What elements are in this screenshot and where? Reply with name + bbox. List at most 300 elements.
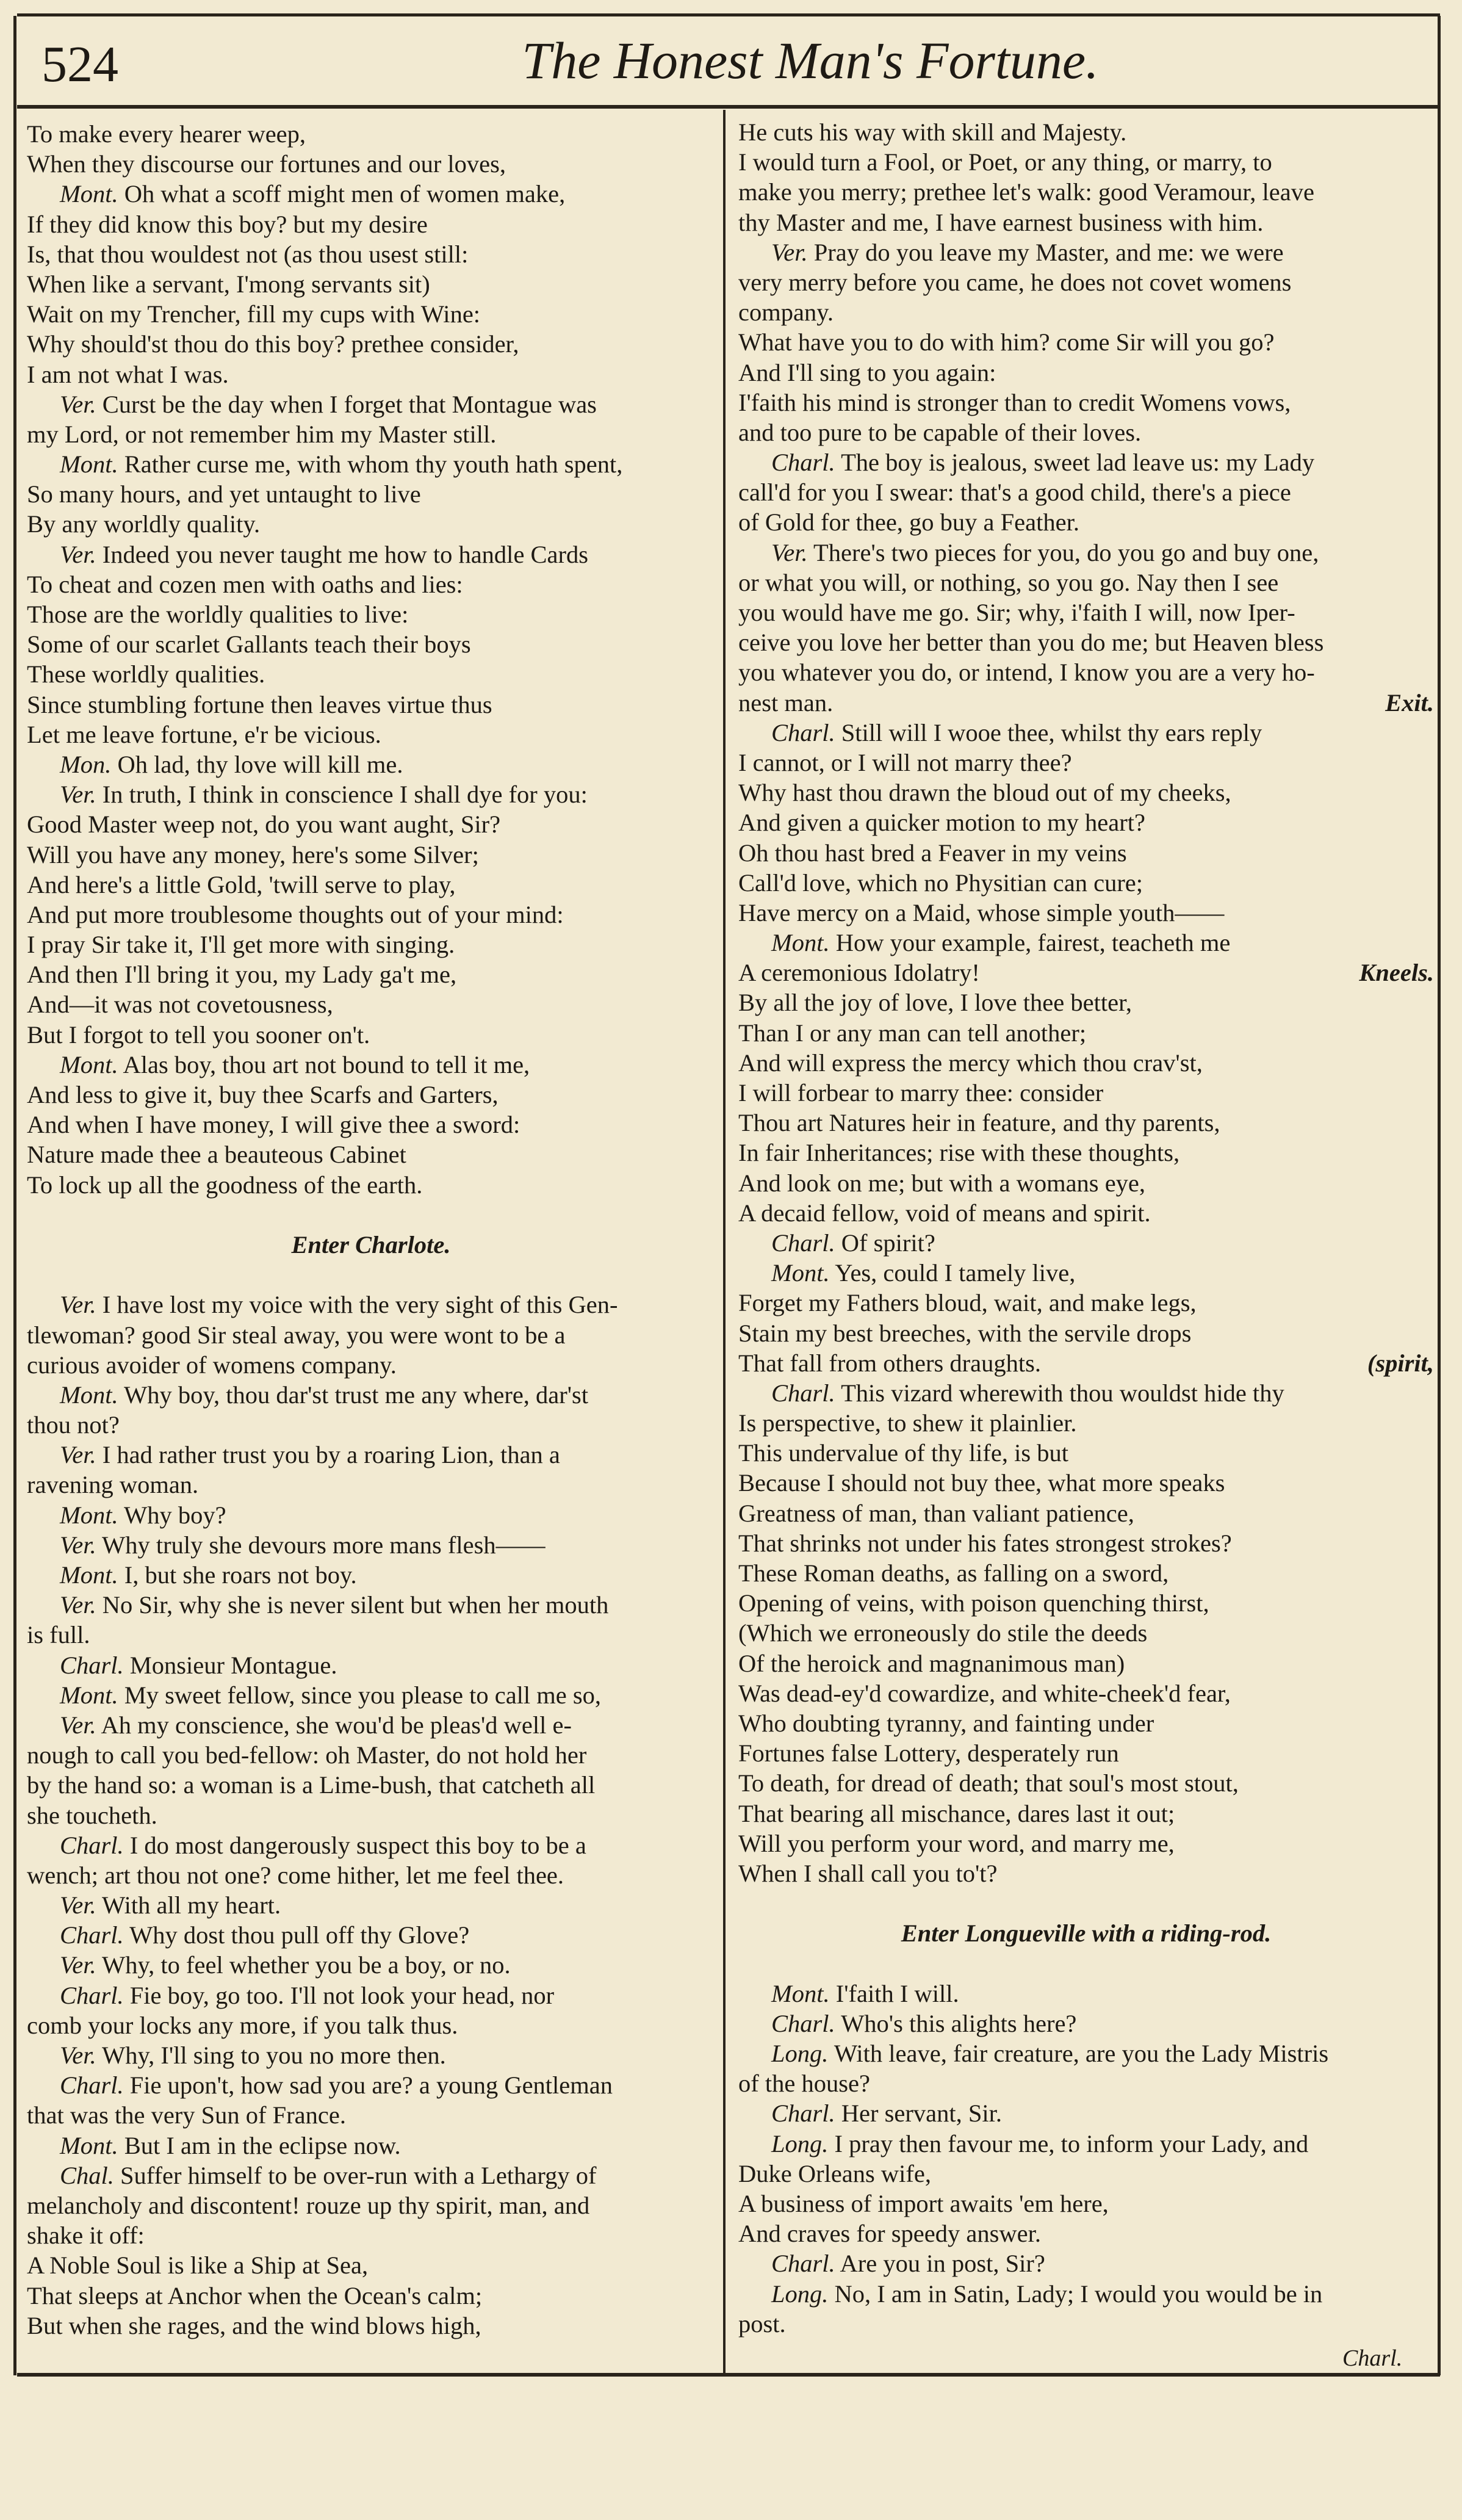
text-line xyxy=(738,267,1434,297)
text-line xyxy=(738,958,1434,987)
text-line xyxy=(27,1770,715,1800)
speaker-name: Ver. xyxy=(60,1891,96,1919)
text-line xyxy=(738,928,1434,958)
text-line xyxy=(738,1799,1434,1829)
text-line xyxy=(27,509,715,539)
left-text-column xyxy=(27,119,715,2341)
text-line xyxy=(738,1738,1434,1768)
header-rule xyxy=(17,105,1440,109)
line-text: Nature made thee a beauteous Cabinet xyxy=(27,1141,406,1169)
line-text: Suffer himself to be over-run with a Lethargy of xyxy=(120,2161,597,2189)
text-line xyxy=(27,1680,715,1710)
text-line xyxy=(27,659,715,689)
text-line xyxy=(738,237,1434,267)
line-text: When they discourse our fortunes and our loves, xyxy=(27,150,506,178)
line-text: Monsieur Montague. xyxy=(129,1651,337,1679)
text-line xyxy=(738,1588,1434,1618)
text-line xyxy=(738,2129,1434,2159)
speaker-name: Mont. xyxy=(60,1381,118,1409)
text-line xyxy=(738,1348,1434,1378)
line-text: Ah my conscience, she wou'd be pleas'd well e- xyxy=(101,1711,572,1739)
line-text: Still will I wooe thee, whilst thy ears reply xyxy=(841,718,1262,746)
line-text: Greatness of man, than valiant patience, xyxy=(738,1499,1134,1527)
speaker-name: Charl. xyxy=(60,2071,124,2099)
line-text: (Which we erroneously do stile the deeds xyxy=(738,1619,1148,1647)
line-text: To make every hearer weep, xyxy=(27,120,306,148)
line-text: very merry before you came, he does not covet womens xyxy=(738,268,1292,296)
line-text: Why, to feel whether you be a boy, or no. xyxy=(102,1951,511,1979)
line-text: And look on me; but with a womans eye, xyxy=(738,1169,1146,1197)
text-line xyxy=(738,2159,1434,2189)
line-text: I have lost my voice with the very sight of this Gen- xyxy=(102,1291,618,1319)
text-line xyxy=(738,1708,1434,1738)
right-text-column xyxy=(738,117,1434,2339)
text-line xyxy=(27,1740,715,1770)
speaker-name: Mon. xyxy=(60,750,112,778)
line-text: ceive you love her better than you do me; but Heaven bless xyxy=(738,629,1324,657)
speaker-name: Ver. xyxy=(60,781,96,809)
text-line xyxy=(27,1650,715,1680)
text-line xyxy=(27,1139,715,1169)
line-text: you whatever you do, or intend, I know you are a very ho- xyxy=(738,659,1315,687)
text-line xyxy=(27,1710,715,1740)
speaker-name: Ver. xyxy=(771,538,808,566)
text-line xyxy=(27,2040,715,2070)
text-line xyxy=(27,690,715,720)
text-line xyxy=(738,2038,1434,2068)
text-line xyxy=(27,1830,715,1860)
text-line xyxy=(27,870,715,900)
text-line xyxy=(27,1380,715,1410)
line-text: make you merry; prethee let's walk: good Veramour, leave xyxy=(738,178,1314,206)
text-line xyxy=(27,119,715,149)
line-text: Rather curse me, with whom thy youth hath spent, xyxy=(124,450,623,478)
speaker-name: Ver. xyxy=(60,1711,96,1739)
text-line xyxy=(738,417,1434,447)
line-text: curious avoider of womens company. xyxy=(27,1351,397,1379)
line-text: Thou art Natures heir in feature, and thy parents, xyxy=(738,1109,1220,1137)
text-line xyxy=(738,898,1434,928)
text-line xyxy=(27,2311,715,2341)
line-text: And given a quicker motion to my heart? xyxy=(738,809,1145,837)
text-line xyxy=(738,1768,1434,1798)
text-line xyxy=(27,599,715,629)
text-line xyxy=(27,1170,715,1200)
line-text: When I shall call you to't? xyxy=(738,1859,998,1887)
line-text: This vizard wherewith thou wouldst hide thy xyxy=(841,1379,1284,1407)
text-line xyxy=(27,2100,715,2130)
line-text: A ceremonious Idolatry! xyxy=(738,959,980,987)
text-line xyxy=(738,1408,1434,1438)
text-line xyxy=(738,1979,1434,2009)
line-text: tlewoman? good Sir steal away, you were wont to be a xyxy=(27,1321,566,1349)
line-text: I pray Sir take it, I'll get more with singing. xyxy=(27,931,455,959)
text-line xyxy=(738,688,1434,718)
line-text: Let me leave fortune, e'r be vicious. xyxy=(27,720,381,748)
line-text: Wait on my Trencher, fill my cups with Wine: xyxy=(27,300,481,328)
line-text: Forget my Fathers bloud, wait, and make legs, xyxy=(738,1289,1197,1317)
text-line xyxy=(27,1890,715,1920)
speaker-name: Charl. xyxy=(60,1981,124,2009)
line-text: Pray do you leave my Master, and me: we were xyxy=(813,238,1284,266)
text-line xyxy=(738,1198,1434,1228)
text-line xyxy=(27,2010,715,2040)
text-line xyxy=(738,1048,1434,1078)
speaker-name: Ver. xyxy=(60,2042,96,2069)
text-line xyxy=(738,1678,1434,1708)
text-line xyxy=(738,208,1434,237)
text-line xyxy=(738,627,1434,657)
line-text: And less to give it, buy thee Scarfs and Garters, xyxy=(27,1081,499,1108)
speaker-name: Mont. xyxy=(60,1681,118,1709)
line-text: comb your locks any more, if you talk thus. xyxy=(27,2011,458,2039)
line-text: I would turn a Fool, or Poet, or any thing, or marry, to xyxy=(738,148,1272,176)
line-text: Why hast thou drawn the bloud out of my cheeks, xyxy=(738,779,1231,807)
line-text: Since stumbling fortune then leaves virtue thus xyxy=(27,690,492,718)
text-line xyxy=(27,959,715,989)
text-line xyxy=(27,389,715,419)
left-border-rule xyxy=(13,16,16,2375)
line-text: And—it was not covetousness, xyxy=(27,991,333,1019)
line-text: Why should'st thou do this boy? prethee consider, xyxy=(27,330,519,358)
line-text: He cuts his way with skill and Majesty. xyxy=(738,118,1127,146)
speaker-name: Ver. xyxy=(60,1591,96,1619)
line-text: Is, that thou wouldest not (as thou usest still: xyxy=(27,240,469,268)
line-text: That fall from others draughts. xyxy=(738,1349,1041,1377)
text-line xyxy=(27,749,715,779)
text-line xyxy=(27,1950,715,1980)
line-text: Will you perform your word, and marry me, xyxy=(738,1829,1175,1857)
speaker-name: Ver. xyxy=(60,1291,96,1319)
line-text: A decaid fellow, void of means and spirit. xyxy=(738,1199,1151,1227)
blank-line xyxy=(738,1948,1434,1978)
text-line xyxy=(738,2219,1434,2248)
speaker-name: Mont. xyxy=(60,180,118,208)
line-text: Why boy, thou dar'st trust me any where, dar'st xyxy=(124,1381,589,1409)
stage-direction-tag: (spirit, xyxy=(1367,1349,1434,1377)
text-line xyxy=(738,718,1434,748)
text-line xyxy=(738,507,1434,537)
text-line xyxy=(27,900,715,930)
text-line xyxy=(738,1318,1434,1348)
text-line xyxy=(738,1288,1434,1318)
line-text: Why truly she devours more mans flesh—— xyxy=(102,1531,546,1559)
blank-line xyxy=(27,1200,715,1230)
text-line xyxy=(738,358,1434,388)
text-line xyxy=(738,327,1434,357)
line-text: And I'll sing to you again: xyxy=(738,358,996,386)
text-line xyxy=(27,1050,715,1080)
text-line xyxy=(738,1558,1434,1588)
text-line xyxy=(738,1138,1434,1168)
speaker-name: Mont. xyxy=(60,1050,118,1078)
text-line xyxy=(27,2131,715,2161)
text-line xyxy=(738,568,1434,598)
line-text: I, but she roars not boy. xyxy=(124,1561,357,1589)
speaker-name: Mont. xyxy=(60,1561,118,1589)
line-text: I had rather trust you by a roaring Lion, than a xyxy=(102,1441,560,1469)
text-line xyxy=(738,2009,1434,2038)
line-text: Indeed you never taught me how to handle Cards xyxy=(102,540,589,568)
line-text: Stain my best breeches, with the servile drops xyxy=(738,1319,1192,1347)
text-line xyxy=(738,1078,1434,1108)
line-text: melancholy and discontent! rouze up thy spirit, man, and xyxy=(27,2191,590,2219)
right-border-rule xyxy=(1438,16,1441,2375)
text-line xyxy=(27,1440,715,1470)
text-line xyxy=(27,1290,715,1320)
text-line xyxy=(738,807,1434,837)
text-line xyxy=(738,868,1434,898)
text-line xyxy=(738,447,1434,477)
text-line xyxy=(27,179,715,209)
line-text: of Gold for thee, go buy a Feather. xyxy=(738,508,1079,536)
text-line xyxy=(27,1560,715,1590)
line-text: thy Master and me, I have earnest business with him. xyxy=(738,208,1264,236)
text-line xyxy=(738,1528,1434,1558)
footer-rule xyxy=(17,2373,1440,2377)
line-text: thou not? xyxy=(27,1411,120,1439)
text-line xyxy=(738,987,1434,1017)
line-text: Fie boy, go too. I'll not look your head, nor xyxy=(129,1981,555,2009)
line-text: of the house? xyxy=(738,2070,870,2098)
line-text: Was dead-ey'd cowardize, and white-cheek'd fear, xyxy=(738,1679,1231,1707)
line-text: With leave, fair creature, are you the Lady Mistris xyxy=(834,2040,1329,2067)
text-line xyxy=(738,1228,1434,1258)
line-text: ravening woman. xyxy=(27,1471,199,1499)
text-line xyxy=(27,540,715,569)
text-line xyxy=(27,269,715,299)
text-line xyxy=(27,149,715,179)
speaker-name: Ver. xyxy=(60,1441,96,1469)
line-text: and too pure to be capable of their loves. xyxy=(738,418,1142,446)
line-text: you would have me go. Sir; why, i'faith I will, now Iper- xyxy=(738,599,1295,626)
line-text: Is perspective, to shew it plainlier. xyxy=(738,1409,1077,1437)
line-text: When like a servant, I'mong servants sit) xyxy=(27,270,430,298)
speaker-name: Charl. xyxy=(771,449,835,477)
catchword: Charl. xyxy=(1342,2345,1403,2371)
speaker-name: Charl. xyxy=(60,1651,124,1679)
page-number: 524 xyxy=(41,36,118,93)
line-text: Why, I'll sing to you no more then. xyxy=(102,2042,446,2069)
text-line xyxy=(27,1590,715,1620)
text-line xyxy=(738,1618,1434,1648)
speaker-name: Charl. xyxy=(771,1229,835,1257)
line-text: Of spirit? xyxy=(841,1229,935,1257)
text-line xyxy=(27,1500,715,1530)
line-text: I do most dangerously suspect this boy to be a xyxy=(129,1831,586,1859)
line-text: Oh lad, thy love will kill me. xyxy=(117,750,403,778)
text-line xyxy=(738,2098,1434,2128)
text-line xyxy=(738,598,1434,627)
line-text: If they did know this boy? but my desire xyxy=(27,210,428,238)
line-text: These worldly qualities. xyxy=(27,660,265,688)
text-line xyxy=(738,1108,1434,1138)
line-text: That shrinks not under his fates strongest strokes? xyxy=(738,1529,1232,1557)
line-text: Alas boy, thou art not bound to tell it me, xyxy=(123,1050,530,1078)
text-line xyxy=(738,147,1434,177)
line-text: So many hours, and yet untaught to live xyxy=(27,480,421,508)
text-line xyxy=(27,1080,715,1110)
text-line xyxy=(738,1858,1434,1888)
text-line xyxy=(738,1829,1434,1858)
line-text: company. xyxy=(738,298,834,327)
line-text: My sweet fellow, since you please to call me so, xyxy=(124,1681,602,1709)
text-line xyxy=(27,209,715,239)
line-text: Oh what a scoff might men of women make, xyxy=(124,180,566,208)
line-text: No, I am in Satin, Lady; I would you would be in xyxy=(834,2280,1323,2308)
text-line xyxy=(738,748,1434,778)
text-line xyxy=(738,477,1434,507)
line-text: And then I'll bring it you, my Lady ga't me, xyxy=(27,961,457,989)
line-text: I'faith his mind is stronger than to credit Womens vows, xyxy=(738,388,1291,416)
speaker-name: Charl. xyxy=(60,1831,124,1859)
speaker-name: Charl. xyxy=(771,2009,835,2037)
line-text: Yes, could I tamely live, xyxy=(835,1259,1076,1287)
text-line xyxy=(27,809,715,839)
line-text: With all my heart. xyxy=(102,1891,281,1919)
line-text: But I forgot to tell you sooner on't. xyxy=(27,1020,370,1049)
text-line xyxy=(738,778,1434,807)
line-text: Fie upon't, how sad you are? a young Gentleman xyxy=(129,2071,613,2099)
line-text: Of the heroick and magnanimous man) xyxy=(738,1649,1125,1677)
speaker-name: Mont. xyxy=(771,1259,830,1287)
line-text: To lock up all the goodness of the earth. xyxy=(27,1171,423,1199)
text-line xyxy=(738,2309,1434,2339)
text-line xyxy=(27,239,715,269)
stage-direction-tag: Exit. xyxy=(1385,688,1434,717)
line-text: nest man. xyxy=(738,688,834,717)
line-text: Why dost thou pull off thy Glove? xyxy=(129,1921,470,1949)
text-line xyxy=(27,1020,715,1050)
text-line xyxy=(738,838,1434,868)
text-line xyxy=(27,1800,715,1830)
line-text: And here's a little Gold, 'twill serve to play, xyxy=(27,870,456,898)
text-line xyxy=(27,1320,715,1350)
text-line xyxy=(27,840,715,870)
text-line xyxy=(738,1018,1434,1048)
speaker-name: Charl. xyxy=(60,1921,124,1949)
text-line xyxy=(27,930,715,959)
line-text: Opening of veins, with poison quenching thirst, xyxy=(738,1589,1209,1617)
speaker-name: Charl. xyxy=(771,1379,835,1407)
line-text: I'faith I will. xyxy=(835,1979,959,2007)
text-line xyxy=(27,1920,715,1950)
stage-direction xyxy=(27,1230,715,1260)
text-line xyxy=(738,388,1434,417)
line-text: call'd for you I swear: that's a good child, there's a piece xyxy=(738,478,1291,507)
text-line xyxy=(738,1468,1434,1498)
text-line xyxy=(27,2070,715,2100)
line-text: I cannot, or I will not marry thee? xyxy=(738,748,1072,776)
text-line xyxy=(27,1350,715,1380)
text-line xyxy=(738,177,1434,207)
text-line xyxy=(27,329,715,359)
line-text: In truth, I think in conscience I shall dye for you: xyxy=(102,781,588,809)
text-line xyxy=(738,1648,1434,1678)
line-text: or what you will, or nothing, so you go. Nay then I see xyxy=(738,568,1279,596)
text-line xyxy=(27,1410,715,1440)
line-text: Oh thou hast bred a Feaver in my veins xyxy=(738,839,1127,867)
line-text: Because I should not buy thee, what more speaks xyxy=(738,1469,1225,1497)
text-line xyxy=(27,299,715,329)
text-line xyxy=(27,1530,715,1560)
line-text: I pray then favour me, to inform your Lady, and xyxy=(834,2129,1309,2157)
line-text: By any worldly quality. xyxy=(27,510,261,538)
line-text: Some of our scarlet Gallants teach their boys xyxy=(27,630,471,659)
text-line xyxy=(27,629,715,659)
text-line xyxy=(738,1438,1434,1468)
line-text: A business of import awaits 'em here, xyxy=(738,2189,1109,2217)
line-text: I will forbear to marry thee: consider xyxy=(738,1079,1104,1107)
text-line xyxy=(27,2190,715,2220)
line-text: No Sir, why she is never silent but when her mouth xyxy=(102,1591,609,1619)
speaker-name: Ver. xyxy=(60,1531,96,1559)
line-text: A Noble Soul is like a Ship at Sea, xyxy=(27,2251,369,2280)
line-text: Are you in post, Sir? xyxy=(840,2250,1045,2278)
line-text: Fortunes false Lottery, desperately run xyxy=(738,1739,1119,1767)
speaker-name: Long. xyxy=(771,2129,829,2157)
speaker-name: Ver. xyxy=(60,540,96,568)
line-text: Have mercy on a Maid, whose simple youth—— xyxy=(738,898,1225,926)
text-line xyxy=(27,419,715,449)
line-text: That bearing all mischance, dares last it out; xyxy=(738,1799,1175,1827)
line-text: This undervalue of thy life, is but xyxy=(738,1439,1069,1467)
line-text: Enter Longueville with a riding-rod. xyxy=(901,1919,1272,1948)
line-text: And put more troublesome thoughts out of your mind: xyxy=(27,900,564,928)
line-text: my Lord, or not remember him my Master still. xyxy=(27,420,497,448)
line-text: To death, for dread of death; that soul's most stout, xyxy=(738,1769,1239,1797)
line-text: Good Master weep not, do you want aught, Sir? xyxy=(27,811,501,839)
line-text: post. xyxy=(738,2309,786,2338)
text-line xyxy=(738,2189,1434,2219)
text-line xyxy=(27,359,715,389)
text-line xyxy=(738,2248,1434,2278)
line-text: Will you have any money, here's some Silver; xyxy=(27,840,479,868)
text-line xyxy=(27,779,715,809)
blank-line xyxy=(27,1260,715,1290)
text-line xyxy=(738,117,1434,147)
text-line xyxy=(738,2279,1434,2309)
text-line xyxy=(27,1860,715,1890)
line-text: What have you to do with him? come Sir will you go? xyxy=(738,328,1275,356)
text-line xyxy=(738,538,1434,568)
line-text: shake it off: xyxy=(27,2222,145,2250)
column-divider xyxy=(723,110,726,2373)
text-line xyxy=(738,1378,1434,1408)
stage-direction-tag: Kneels. xyxy=(1359,959,1434,987)
line-text: Why boy? xyxy=(124,1501,226,1529)
speaker-name: Ver. xyxy=(60,1951,96,1979)
text-line xyxy=(27,1980,715,2010)
line-text: That sleeps at Anchor when the Ocean's calm; xyxy=(27,2281,483,2309)
text-line xyxy=(27,2220,715,2250)
text-line xyxy=(27,449,715,479)
line-text: How your example, fairest, teacheth me xyxy=(835,929,1231,957)
line-text: The boy is jealous, sweet lad leave us: my Lady xyxy=(841,449,1315,477)
text-line xyxy=(738,1258,1434,1288)
text-line xyxy=(738,297,1434,327)
line-text: But I am in the eclipse now. xyxy=(124,2131,401,2159)
line-text: There's two pieces for you, do you go and buy one, xyxy=(813,538,1319,566)
speaker-name: Mont. xyxy=(60,450,118,478)
blank-line xyxy=(738,1888,1434,1918)
stage-direction xyxy=(738,1918,1434,1948)
text-line xyxy=(27,2281,715,2311)
line-text: I am not what I was. xyxy=(27,360,229,388)
line-text: Than I or any man can tell another; xyxy=(738,1019,1087,1047)
text-line xyxy=(738,1498,1434,1528)
line-text: wench; art thou not one? come hither, let me feel thee. xyxy=(27,1861,564,1889)
